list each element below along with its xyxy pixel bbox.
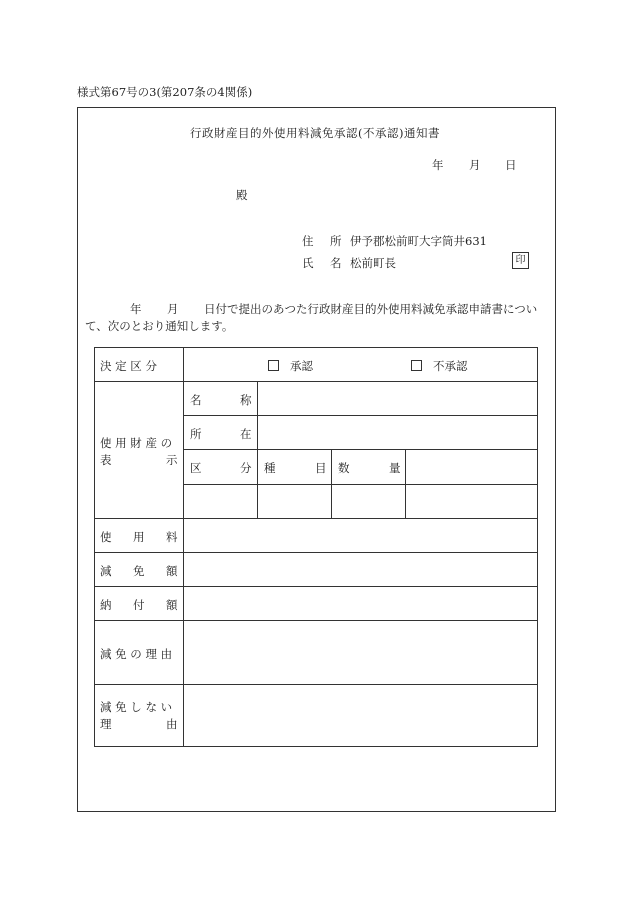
quantity-label-b: 量 [389,461,401,475]
kind-value-cell[interactable] [258,485,331,518]
no-reduction-reason-field[interactable] [184,685,537,746]
table-border-right [537,347,538,747]
reject-label: 不承認 [433,359,468,373]
body-text-line1: 日付で提出のあつた行政財産目的外使用料減免承認申請書につい [204,302,538,316]
name-field-label-b: 称 [240,393,252,407]
address-label-2: 所 [330,234,342,248]
category-label-a: 区 [190,461,202,475]
kind-label-b: 目 [315,461,327,475]
approve-label: 承認 [290,359,313,373]
no-reduction-label-line2-b: 由 [166,717,178,731]
body-year-unit: 年 [130,302,142,316]
reduction-amount-field[interactable] [184,553,537,586]
date-day-unit: 日 [505,158,517,172]
sender-name: 松前町長 [350,256,396,270]
date-month-unit: 月 [469,158,481,172]
fee-label-b: 用 [133,530,145,544]
no-reduction-label-line2-a: 理 [100,717,112,731]
decision-label: 決 定 区 分 [100,359,157,373]
no-reduction-label-line1: 減 免 し な い [100,700,173,714]
reduction-reason-label: 減 免 の 理 由 [100,647,173,661]
quantity-value-cell[interactable] [332,485,405,518]
name-field-label-a: 名 [190,393,202,407]
address-label-1: 住 [302,234,314,248]
property-label-line2-a: 表 [100,453,112,467]
table-border-bottom [94,746,538,747]
quantity-label-a: 数 [338,461,350,475]
reject-option[interactable] [411,358,468,374]
property-label-line1: 使 用 財 産 の [100,436,173,450]
category-label-b: 分 [240,461,252,475]
reduction-label-c: 額 [166,564,178,578]
table-border-top [94,347,538,348]
table-rule [183,449,538,450]
addressee-honorific: 殿 [236,188,248,202]
sender-address: 伊予郡松前町大字筒井631 [350,234,487,248]
payment-amount-field[interactable] [184,587,537,620]
name-label-1: 氏 [302,256,314,270]
kind-label-a: 種 [264,461,276,475]
form-number-label: 様式第67号の3(第207条の4関係) [77,85,253,99]
payment-label-c: 額 [166,598,178,612]
approve-checkbox[interactable] [268,360,279,371]
body-month-unit: 月 [167,302,179,316]
table-border-left [94,347,95,747]
fee-label-a: 使 [100,530,112,544]
document-title: 行政財産目的外使用料減免承認(不承認)通知書 [190,126,440,140]
seal-mark: 印 [512,252,529,269]
usage-fee-field[interactable] [184,519,537,552]
payment-label-a: 納 [100,598,112,612]
location-field-label-b: 在 [240,427,252,441]
name-label-2: 名 [330,256,342,270]
reduction-label-a: 減 [100,564,112,578]
property-label-line2-b: 示 [166,453,178,467]
reduction-label-b: 免 [133,564,145,578]
reduction-reason-field[interactable] [184,621,537,684]
table-col-divider [405,449,406,518]
body-text-line2: て、次のとおり通知します。 [85,319,234,333]
property-location-field[interactable] [258,416,537,449]
date-year-unit: 年 [432,158,444,172]
approve-option[interactable] [268,358,313,374]
location-field-label-a: 所 [190,427,202,441]
category-value-cell[interactable] [184,485,257,518]
reject-checkbox[interactable] [411,360,422,371]
fee-label-c: 料 [166,530,178,544]
property-name-field[interactable] [258,382,537,415]
payment-label-b: 付 [133,598,145,612]
